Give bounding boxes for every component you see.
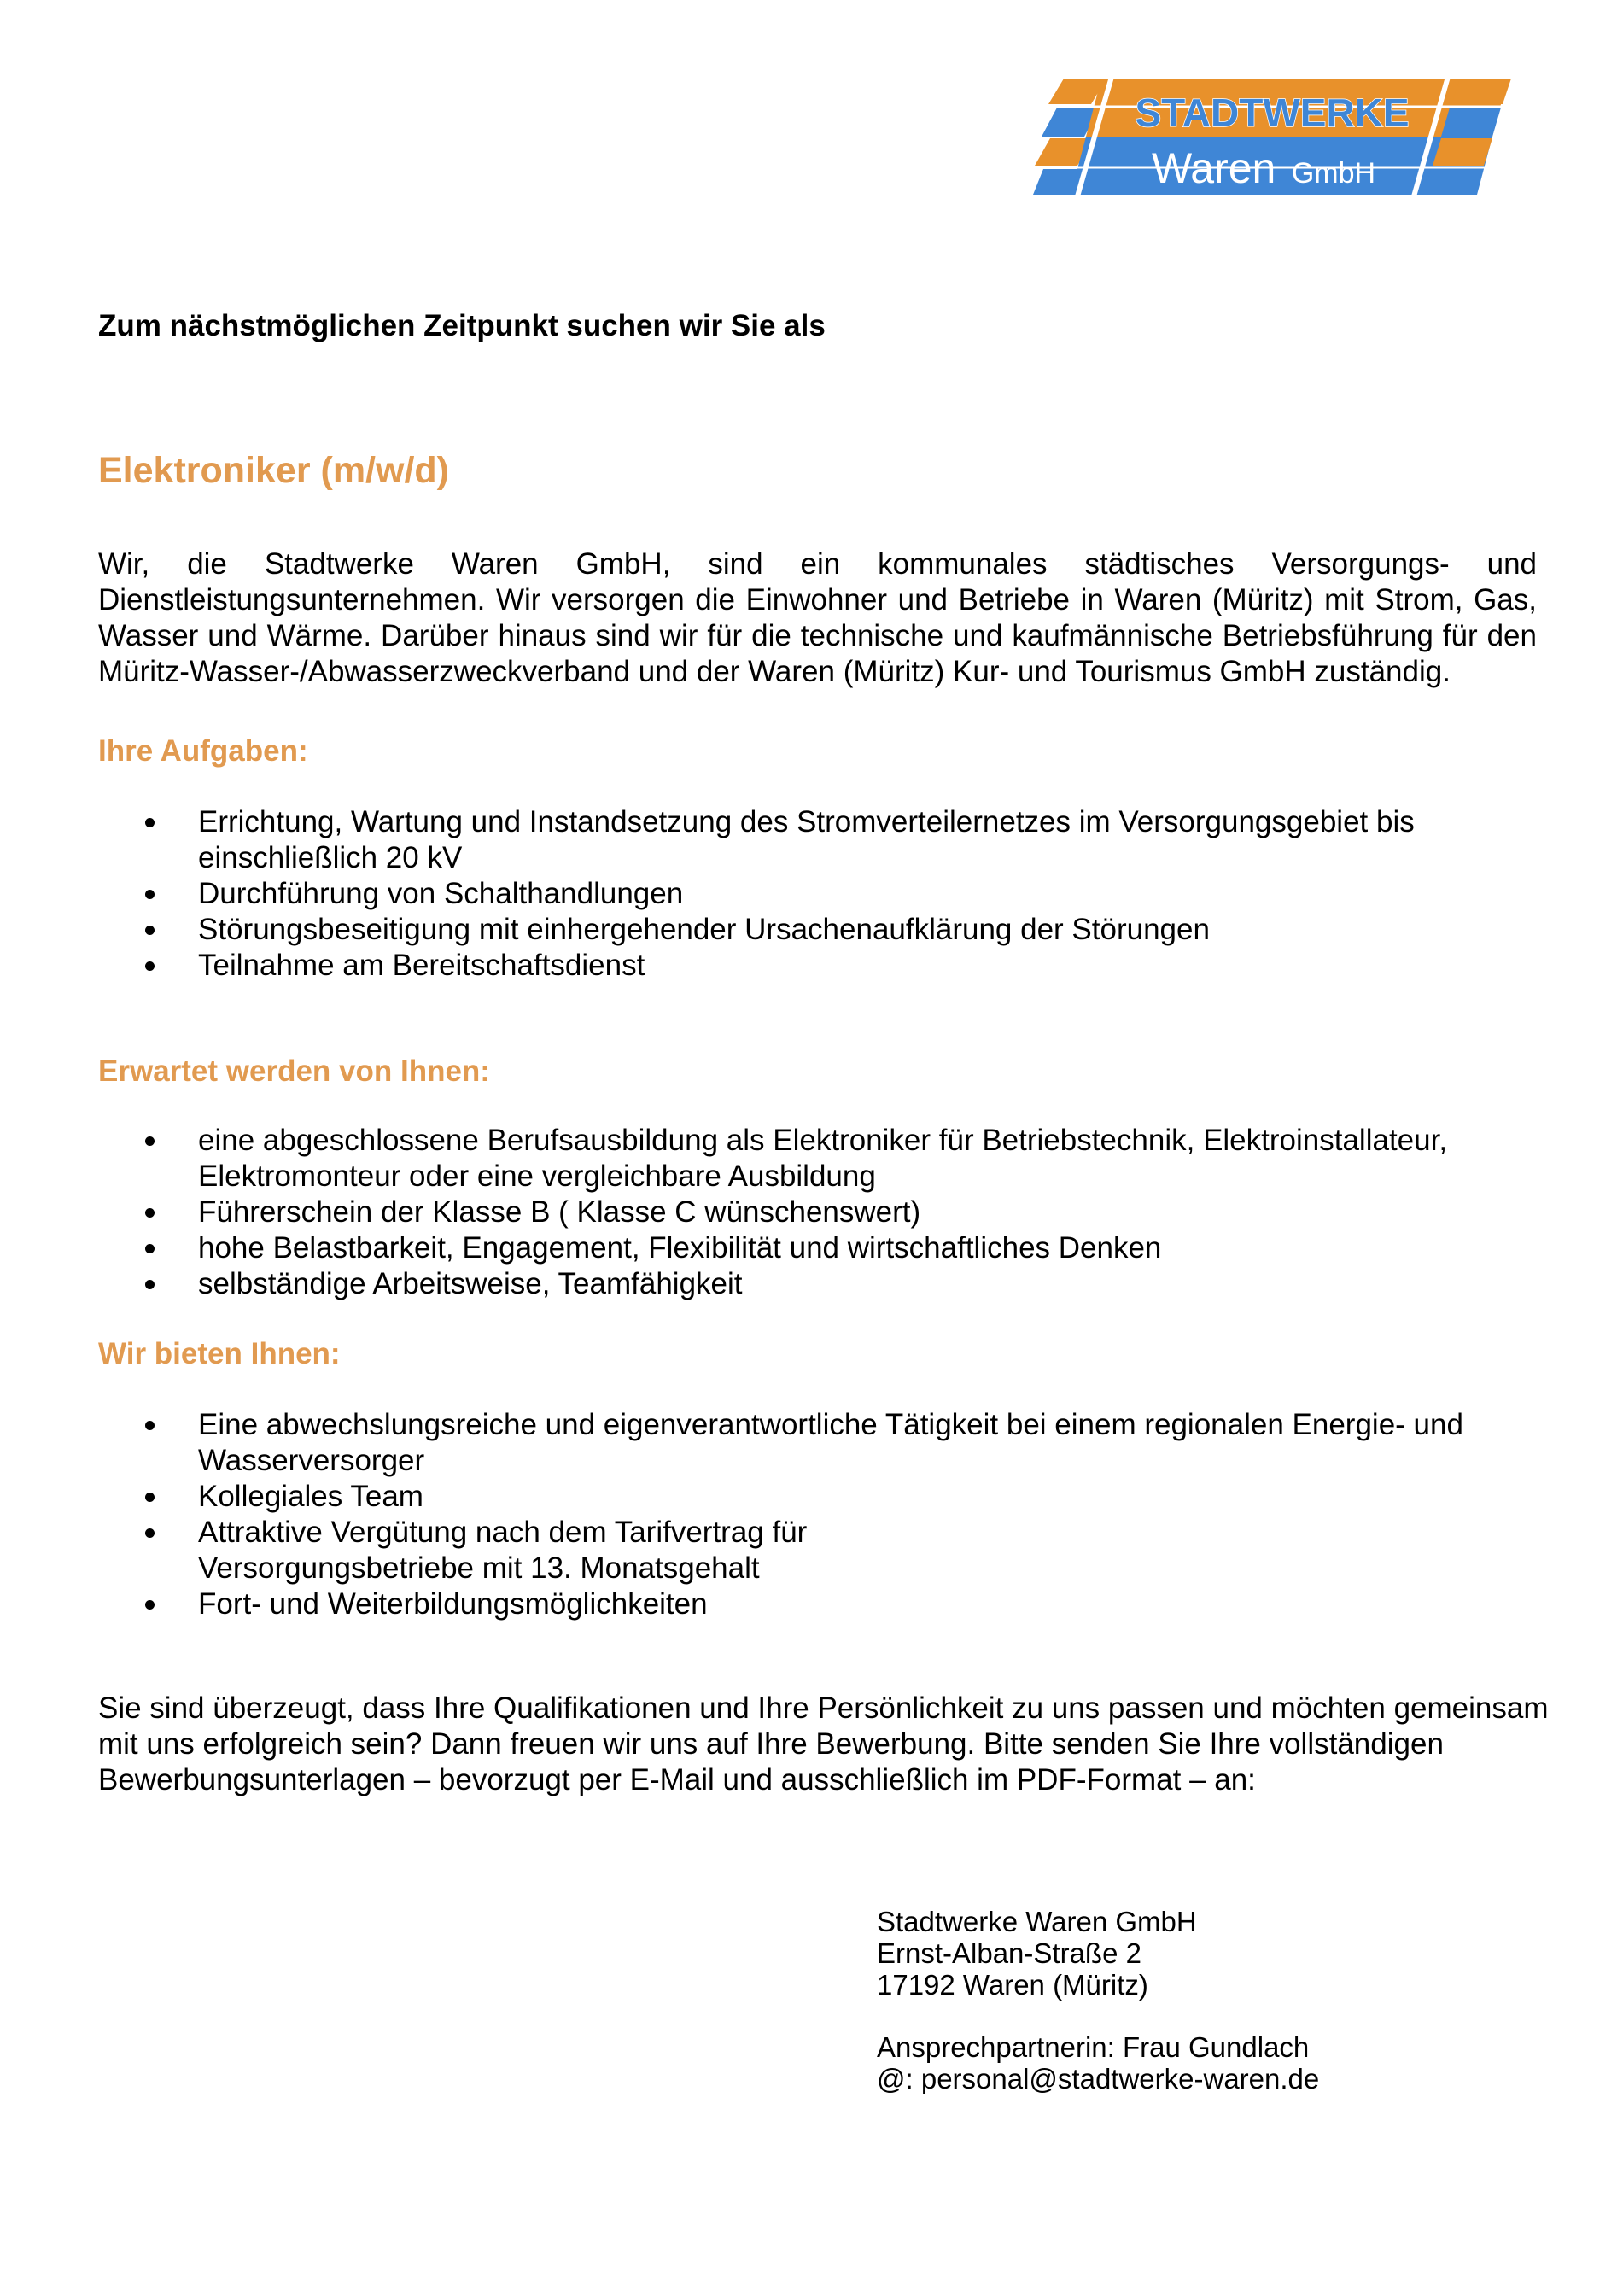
list-aufgaben xyxy=(98,804,1537,984)
contact-person: Ansprechpartnerin: Frau Gundlach xyxy=(877,2031,1310,2063)
list-item: Attraktive Vergütung nach dem Tarifvertrag für Versorgungsbetriebe mit 13. Monatsgehalt xyxy=(98,1515,1537,1586)
list-erwartet xyxy=(98,1123,1537,1302)
list-item: eine abgeschlossene Berufsausbildung als Elektroniker für Betriebstechnik, Elektroinstallateur, Elektromonteur oder eine vergleichbare Ausbildung xyxy=(98,1123,1537,1195)
bullet-icon xyxy=(145,1493,155,1502)
list-item: Fort- und Weiterbildungsmöglichkeiten xyxy=(98,1586,1537,1622)
list-item: Errichtung, Wartung und Instandsetzung des Stromverteilernetzes im Versorgungsgebiet bis einschließlich 20 kV xyxy=(98,804,1537,876)
bullet-icon xyxy=(145,926,155,935)
list-item: hohe Belastbarkeit, Engagement, Flexibilität und wirtschaftliches Denken xyxy=(98,1230,1537,1266)
bullet-icon xyxy=(145,1600,155,1610)
bullet-icon xyxy=(145,890,155,899)
company-logo xyxy=(1033,79,1511,195)
bullet-icon xyxy=(145,1208,155,1218)
logo-text-gmbh: GmbH xyxy=(1291,157,1376,190)
bullet-icon xyxy=(145,961,155,971)
bullet-icon xyxy=(145,1280,155,1289)
section-heading-erwartet: Erwartet werden von Ihnen: xyxy=(98,1055,490,1088)
bullet-icon xyxy=(145,1421,155,1430)
contact-email[interactable]: @: personal@stadtwerke-waren.de xyxy=(877,2063,1320,2094)
list-item: Durchführung von Schalthandlungen xyxy=(98,876,1537,912)
closing-text: Sie sind überzeugt, dass Ihre Qualifikationen und Ihre Persönlichkeit zu uns passen und möchten gemeinsam mit uns erfolgreich sein? Dann freuen wir uns auf Ihre Bewerbung. Bitte senden Sie Ihre vollständigen Bewerbungsunterlagen – bevorzugt per E-Mail und ausschließlich im PDF-Format – an: xyxy=(98,1691,1549,1796)
address-street: Ernst-Alban-Straße 2 xyxy=(877,1937,1141,1969)
list-item: Teilnahme am Bereitschaftsdienst xyxy=(98,948,1537,984)
bullet-icon xyxy=(145,1528,155,1538)
list-item: Eine abwechslungsreiche und eigenverantwortliche Tätigkeit bei einem regionalen Energie- und Wasserversorger xyxy=(98,1407,1537,1479)
list-bieten xyxy=(98,1407,1537,1622)
bullet-icon xyxy=(145,1244,155,1253)
contact-address xyxy=(877,1906,1319,2094)
list-item: Kollegiales Team xyxy=(98,1479,1537,1515)
list-item: selbständige Arbeitsweise, Teamfähigkeit xyxy=(98,1266,1537,1302)
bullet-icon xyxy=(145,1136,155,1146)
list-item: Störungsbeseitigung mit einhergehender Ursachenaufklärung der Störungen xyxy=(98,912,1537,948)
logo-text-waren: Waren xyxy=(1151,144,1276,192)
list-item: Führerschein der Klasse B ( Klasse C wünschenswert) xyxy=(98,1195,1537,1230)
logo-text-stadtwerke: STADTWERKE xyxy=(1135,91,1410,135)
address-city: 17192 Waren (Müritz) xyxy=(877,1969,1148,2001)
address-company: Stadtwerke Waren GmbH xyxy=(877,1906,1197,1937)
section-heading-aufgaben: Ihre Aufgaben: xyxy=(98,734,308,768)
bullet-icon xyxy=(145,818,155,827)
intro-text: Zum nächstmöglichen Zeitpunkt suchen wir Sie als xyxy=(98,309,826,342)
company-description: Wir, die Stadtwerke Waren GmbH, sind ein kommunales städtisches Versorgungs- und Dienstleistungsunternehmen. Wir versorgen die Einwohner und Betriebe in Waren (Müritz) mit Strom, Gas, Wasser und Wärme. Darüber hinaus sind wir für die technische und kaufmännische Betriebsführung für den Müritz-Wasser-/Abwasserzweckverband und der Waren (Müritz) Kur- und Tourismus GmbH zuständig. xyxy=(98,547,1537,688)
job-title: Elektroniker (m/w/d) xyxy=(98,450,449,491)
section-heading-bieten: Wir bieten Ihnen: xyxy=(98,1337,341,1370)
